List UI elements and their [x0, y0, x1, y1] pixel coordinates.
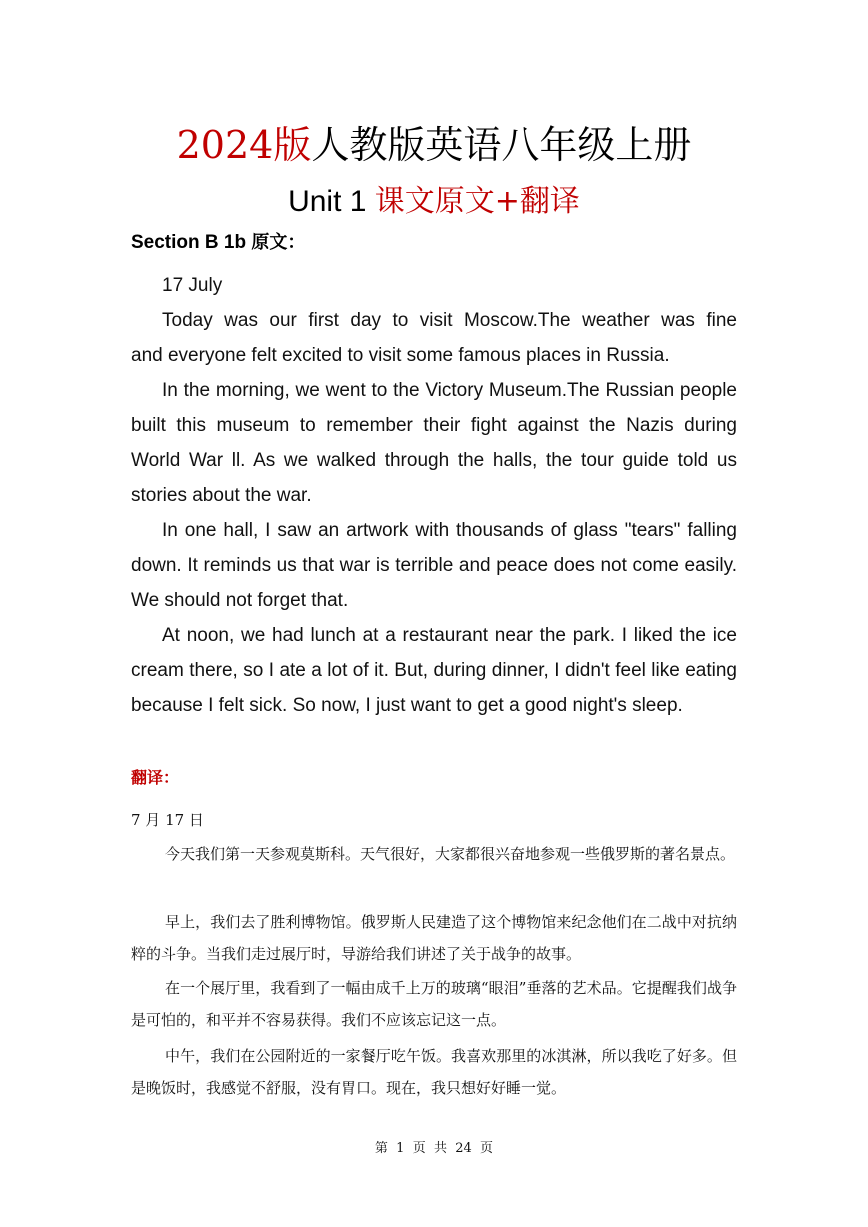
- translation-paragraph-4: 中午，我们在公园附近的一家餐厅吃午饭。我喜欢那里的冰淇淋，所以我吃了好多。但是晚饭时，我感觉不舒服，没有胃口。现在，我只想好好睡一觉。: [131, 1047, 737, 1097]
- subtitle-text: 课文原文+翻译: [374, 184, 580, 219]
- document-subtitle: [0, 180, 868, 224]
- original-paragraph-4: At noon, we had lunch at a restaurant near the park. I liked the ice cream there, so I ate a lot of it. But, during dinner, I didn't feel like eating because I felt sick. So now, I just want to get a good night's sleep.: [131, 625, 737, 716]
- translation-date: 7 月 17 日: [131, 811, 204, 829]
- original-paragraph-1-line-2: and everyone felt excited to visit some famous places in Russia.: [131, 345, 670, 366]
- title-text: 人教版英语八年级上册: [311, 123, 692, 167]
- translation-heading: 翻译：: [131, 768, 180, 787]
- translation-paragraph-1: 今天我们第一天参观莫斯科。天气很好，大家都很兴奋地参观一些俄罗斯的著名景点。: [165, 845, 736, 863]
- original-paragraph-2: In the morning, we went to the Victory Museum.The Russian people built this museum to remember their fight against the Nazis during World War ll. As we walked through the halls, the tour guide told us stories about the war.: [131, 380, 737, 506]
- section-suffix: 原文：: [251, 232, 306, 253]
- translation-paragraph-2: 早上，我们去了胜利博物馆。俄罗斯人民建造了这个博物馆来纪念他们在二战中对抗纳粹的斗争。当我们走过展厅时，导游给我们讲述了关于战争的故事。: [131, 913, 737, 963]
- title-year: 2024版: [176, 123, 312, 167]
- document-title: [0, 120, 868, 170]
- section-heading: [131, 228, 305, 258]
- subtitle-unit: Unit 1: [288, 185, 367, 218]
- page-footer: 第 1 页 共 24 页: [374, 1141, 494, 1156]
- original-paragraph-3: In one hall, I saw an artwork with thousands of glass "tears" falling down. It reminds us that war is terrible and peace does not come easily. We should not forget that.: [131, 520, 737, 611]
- translation-paragraph-3: 在一个展厅里，我看到了一幅由成千上万的玻璃“眼泪”垂落的艺术品。它提醒我们战争是可怕的，和平并不容易获得。我们不应该忘记这一点。: [131, 979, 737, 1029]
- section-label: Section B 1b: [131, 232, 247, 253]
- original-date: 17 July: [162, 275, 223, 296]
- original-paragraph-1-line-1: Today was our first day to visit Moscow.The weather was fine: [162, 310, 737, 331]
